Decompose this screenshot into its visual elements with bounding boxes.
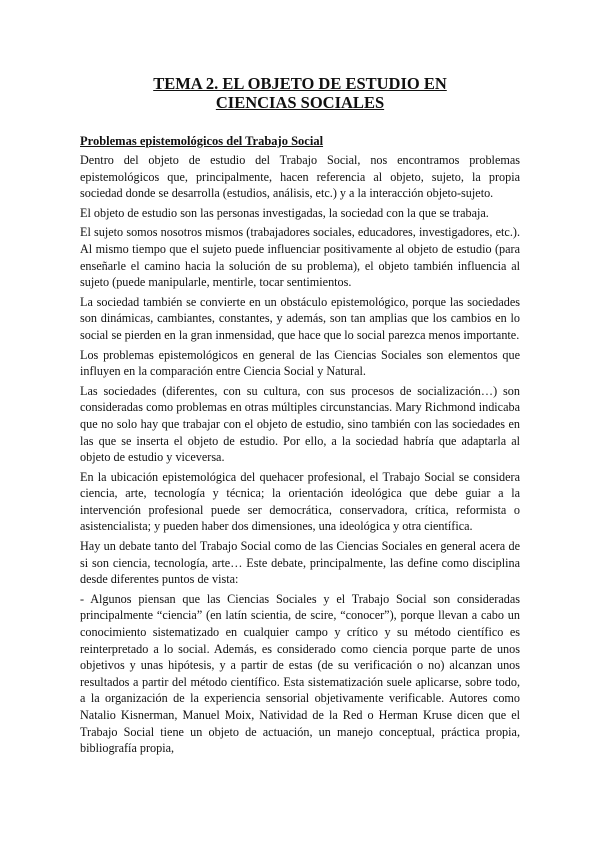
document-title [0, 74, 600, 112]
paragraph-6: Las sociedades (diferentes, con su cultura, con sus procesos de socialización…) son consideradas como problemas en otras múltiples circunstancias. Mary Richmond indicaba que no solo hay que trabajar con el objeto de estudio, sino también con las sociedades en las que se inserta el objeto de estudio. Por ello, a la sociedad habría que adaptarla al objeto de estudio y viceversa. [80, 383, 520, 465]
title-line-1: TEMA 2. EL OBJETO DE ESTUDIO EN [153, 74, 447, 93]
paragraph-4: La sociedad también se convierte en un obstáculo epistemológico, porque las sociedades son dinámicas, cambiantes, constantes, y además, son tan amplias que los cambios en lo social se pierden en la gran inmensidad, que hace que lo social parezca menos importante. [80, 294, 520, 342]
paragraph-5: Los problemas epistemológicos en general de las Ciencias Sociales son elementos que influyen en la comparación entre Ciencia Social y Natural. [80, 347, 520, 379]
section-heading: Problemas epistemológicos del Trabajo Social [80, 134, 324, 148]
paragraph-1: Dentro del objeto de estudio del Trabajo Social, nos encontramos problemas epistemológicos que, principalmente, hacen referencia al objeto, sujeto, la propia sociedad donde se desarrolla (estudios, análisis, etc.) y a la interacción objeto-sujeto. [80, 153, 520, 201]
paragraph-3: El sujeto somos nosotros mismos (trabajadores sociales, educadores, investigadores, etc.). Al mismo tiempo que el sujeto puede influenciar positivamente al objeto de estudio (para enseñarle el camino hacia la solución de su problema), el objeto también influencia al sujeto (puede manipularle, mentirle, tocar sentimientos. [80, 225, 520, 290]
paragraph-8: Hay un debate tanto del Trabajo Social como de las Ciencias Sociales en general acera de si son ciencia, tecnología, arte… Este debate, principalmente, las define como disciplina desde diferentes puntos de vista: [80, 539, 520, 587]
paragraph-2: El objeto de estudio son las personas investigadas, la sociedad con la que se trabaja. [80, 205, 489, 220]
paragraph-9: - Algunos piensan que las Ciencias Sociales y el Trabajo Social son consideradas principalmente “ciencia” (en latín scientia, de scire, “conocer”), porque llevan a cabo un conocimiento sistematizado en cualquier campo y crítico y su método científico es reinterpretado a lo social. Además, es considerado como ciencia porque parte de unos objetivos y unas hipótesis, y a partir de estas (de su verificación o no) alcanzan unos resultados a partir del método científico. Esta sistematización suele aplicarse, sobre todo, a la organización de la experiencia sensorial objetivamente verificable. Autores como Natalio Kisnerman, Manuel Moix, Natividad de la Red o Herman Kruse dicen que el Trabajo Social tiene un objeto de actuación, un manejo conceptual, práctica propia, bibliografía propia, [80, 591, 520, 756]
title-line-2: CIENCIAS SOCIALES [215, 93, 385, 112]
paragraph-7: En la ubicación epistemológica del quehacer profesional, el Trabajo Social se considera ciencia, arte, tecnología y técnica; la orientación ideológica que debe guiar a la intervención profesional puede ser democrática, conservadora, crítica, reformista o asistencialista; y pueden haber dos dimensiones, una ideológica y otra científica. [80, 469, 520, 534]
document-body [80, 152, 520, 757]
